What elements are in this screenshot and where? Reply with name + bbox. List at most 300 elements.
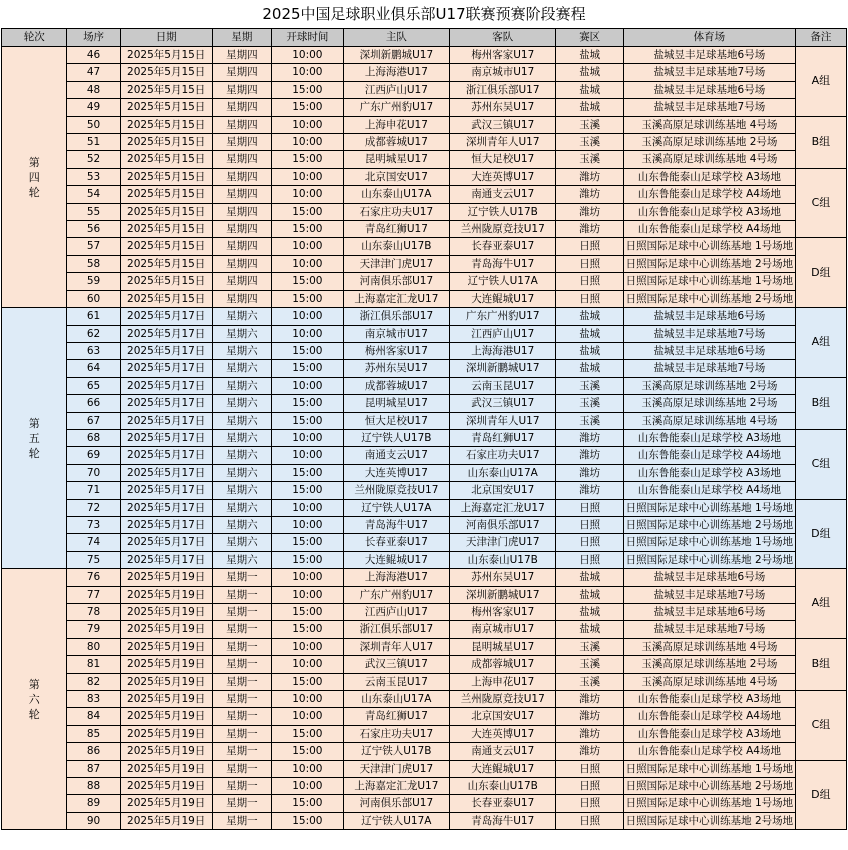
group-label: D组 <box>795 499 846 569</box>
home-team-cell: 兰州陇原竞技U17 <box>343 482 449 499</box>
match-no-cell: 50 <box>67 116 120 133</box>
table-row <box>2 482 847 499</box>
table-row <box>2 47 847 64</box>
away-team-cell: 浙江俱乐部U17 <box>450 81 556 98</box>
kickoff-cell: 15:00 <box>272 534 344 551</box>
home-team-cell: 苏州东吴U17 <box>343 360 449 377</box>
kickoff-cell: 10:00 <box>272 168 344 185</box>
table-row <box>2 360 847 377</box>
match-no-cell: 51 <box>67 134 120 151</box>
home-team-cell: 青岛海牛U17 <box>343 516 449 533</box>
match-no-cell: 78 <box>67 604 120 621</box>
zone-cell: 日照 <box>556 290 624 307</box>
kickoff-cell: 15:00 <box>272 221 344 238</box>
date-cell: 2025年5月15日 <box>120 151 212 168</box>
group-label: B组 <box>795 377 846 429</box>
away-team-cell: 大连英博U17 <box>450 725 556 742</box>
table-row <box>2 499 847 516</box>
kickoff-cell: 10:00 <box>272 238 344 255</box>
zone-cell: 日照 <box>556 760 624 777</box>
date-cell: 2025年5月19日 <box>120 743 212 760</box>
zone-cell: 潍坊 <box>556 743 624 760</box>
match-no-cell: 57 <box>67 238 120 255</box>
away-team-cell: 大连鲲城U17 <box>450 760 556 777</box>
table-row <box>2 447 847 464</box>
stadium-cell: 山东鲁能泰山足球学校 A3场地 <box>623 725 795 742</box>
kickoff-cell: 15:00 <box>272 81 344 98</box>
kickoff-cell: 15:00 <box>272 743 344 760</box>
home-team-cell: 成都蓉城U17 <box>343 134 449 151</box>
header-round: 轮次 <box>2 29 67 47</box>
header-away: 客队 <box>450 29 556 47</box>
away-team-cell: 昆明城星U17 <box>450 638 556 655</box>
match-no-cell: 79 <box>67 621 120 638</box>
table-row <box>2 638 847 655</box>
stadium-cell: 日照国际足球中心训练基地 1号场地 <box>623 760 795 777</box>
weekday-cell: 星期一 <box>212 743 271 760</box>
table-row <box>2 725 847 742</box>
date-cell: 2025年5月17日 <box>120 499 212 516</box>
match-no-cell: 77 <box>67 586 120 603</box>
home-team-cell: 上海海港U17 <box>343 569 449 586</box>
away-team-cell: 山东泰山U17A <box>450 464 556 481</box>
away-team-cell: 北京国安U17 <box>450 482 556 499</box>
zone-cell: 玉溪 <box>556 395 624 412</box>
table-row <box>2 255 847 272</box>
kickoff-cell: 10:00 <box>272 429 344 446</box>
group-label: A组 <box>795 569 846 639</box>
date-cell: 2025年5月17日 <box>120 429 212 446</box>
home-team-cell: 上海嘉定汇龙U17 <box>343 778 449 795</box>
table-row <box>2 186 847 203</box>
home-team-cell: 上海海港U17 <box>343 64 449 81</box>
weekday-cell: 星期四 <box>212 116 271 133</box>
zone-cell: 潍坊 <box>556 482 624 499</box>
home-team-cell: 浙江俱乐部U17 <box>343 621 449 638</box>
home-team-cell: 武汉三镇U17 <box>343 656 449 673</box>
kickoff-cell: 15:00 <box>272 342 344 359</box>
stadium-cell: 玉溪高原足球训练基地 4号场 <box>623 151 795 168</box>
date-cell: 2025年5月19日 <box>120 691 212 708</box>
round-label: 第 四 轮 <box>2 47 67 308</box>
match-no-cell: 49 <box>67 99 120 116</box>
home-team-cell: 天津津门虎U17 <box>343 760 449 777</box>
match-no-cell: 61 <box>67 308 120 325</box>
date-cell: 2025年5月15日 <box>120 81 212 98</box>
weekday-cell: 星期四 <box>212 203 271 220</box>
weekday-cell: 星期一 <box>212 569 271 586</box>
date-cell: 2025年5月19日 <box>120 760 212 777</box>
date-cell: 2025年5月19日 <box>120 725 212 742</box>
date-cell: 2025年5月17日 <box>120 342 212 359</box>
away-team-cell: 山东泰山U17B <box>450 778 556 795</box>
away-team-cell: 成都蓉城U17 <box>450 656 556 673</box>
header-weekday: 星期 <box>212 29 271 47</box>
stadium-cell: 山东鲁能泰山足球学校 A4场地 <box>623 447 795 464</box>
stadium-cell: 盐城昱丰足球基地6号场 <box>623 569 795 586</box>
table-row <box>2 412 847 429</box>
stadium-cell: 日照国际足球中心训练基地 1号场地 <box>623 795 795 812</box>
stadium-cell: 日照国际足球中心训练基地 2号场地 <box>623 516 795 533</box>
away-team-cell: 南通支云U17 <box>450 743 556 760</box>
match-no-cell: 46 <box>67 47 120 64</box>
match-no-cell: 85 <box>67 725 120 742</box>
home-team-cell: 大连英博U17 <box>343 464 449 481</box>
zone-cell: 盐城 <box>556 64 624 81</box>
stadium-cell: 日照国际足球中心训练基地 1号场地 <box>623 534 795 551</box>
zone-cell: 潍坊 <box>556 725 624 742</box>
weekday-cell: 星期六 <box>212 482 271 499</box>
date-cell: 2025年5月15日 <box>120 186 212 203</box>
home-team-cell: 南京城市U17 <box>343 325 449 342</box>
table-row <box>2 708 847 725</box>
away-team-cell: 南京城市U17 <box>450 621 556 638</box>
date-cell: 2025年5月15日 <box>120 99 212 116</box>
table-row <box>2 203 847 220</box>
table-row <box>2 604 847 621</box>
stadium-cell: 玉溪高原足球训练基地 2号场 <box>623 134 795 151</box>
kickoff-cell: 15:00 <box>272 604 344 621</box>
table-row <box>2 691 847 708</box>
away-team-cell: 辽宁铁人U17A <box>450 273 556 290</box>
away-team-cell: 兰州陇原竞技U17 <box>450 691 556 708</box>
kickoff-cell: 10:00 <box>272 499 344 516</box>
date-cell: 2025年5月19日 <box>120 656 212 673</box>
weekday-cell: 星期一 <box>212 638 271 655</box>
kickoff-cell: 10:00 <box>272 64 344 81</box>
date-cell: 2025年5月17日 <box>120 412 212 429</box>
date-cell: 2025年5月15日 <box>120 134 212 151</box>
home-team-cell: 辽宁铁人U17B <box>343 429 449 446</box>
stadium-cell: 玉溪高原足球训练基地 4号场 <box>623 116 795 133</box>
kickoff-cell: 15:00 <box>272 673 344 690</box>
match-no-cell: 67 <box>67 412 120 429</box>
match-no-cell: 75 <box>67 551 120 568</box>
home-team-cell: 成都蓉城U17 <box>343 377 449 394</box>
stadium-cell: 玉溪高原足球训练基地 4号场 <box>623 673 795 690</box>
home-team-cell: 恒大足校U17 <box>343 412 449 429</box>
weekday-cell: 星期一 <box>212 691 271 708</box>
kickoff-cell: 15:00 <box>272 812 344 829</box>
date-cell: 2025年5月19日 <box>120 778 212 795</box>
kickoff-cell: 15:00 <box>272 621 344 638</box>
match-no-cell: 73 <box>67 516 120 533</box>
match-no-cell: 87 <box>67 760 120 777</box>
match-no-cell: 58 <box>67 255 120 272</box>
weekday-cell: 星期六 <box>212 325 271 342</box>
weekday-cell: 星期六 <box>212 377 271 394</box>
weekday-cell: 星期一 <box>212 621 271 638</box>
match-no-cell: 53 <box>67 168 120 185</box>
zone-cell: 日照 <box>556 273 624 290</box>
date-cell: 2025年5月17日 <box>120 447 212 464</box>
table-row <box>2 273 847 290</box>
zone-cell: 玉溪 <box>556 412 624 429</box>
weekday-cell: 星期四 <box>212 290 271 307</box>
stadium-cell: 盐城昱丰足球基地6号场 <box>623 604 795 621</box>
weekday-cell: 星期四 <box>212 151 271 168</box>
table-row <box>2 464 847 481</box>
stadium-cell: 盐城昱丰足球基地6号场 <box>623 47 795 64</box>
home-team-cell: 深圳青年人U17 <box>343 638 449 655</box>
zone-cell: 日照 <box>556 516 624 533</box>
weekday-cell: 星期六 <box>212 516 271 533</box>
zone-cell: 潍坊 <box>556 203 624 220</box>
match-no-cell: 70 <box>67 464 120 481</box>
kickoff-cell: 10:00 <box>272 708 344 725</box>
match-no-cell: 60 <box>67 290 120 307</box>
group-label: C组 <box>795 168 846 238</box>
zone-cell: 玉溪 <box>556 134 624 151</box>
date-cell: 2025年5月19日 <box>120 812 212 829</box>
away-team-cell: 恒大足校U17 <box>450 151 556 168</box>
table-row <box>2 534 847 551</box>
away-team-cell: 南通支云U17 <box>450 186 556 203</box>
home-team-cell: 河南俱乐部U17 <box>343 273 449 290</box>
weekday-cell: 星期四 <box>212 168 271 185</box>
zone-cell: 日照 <box>556 778 624 795</box>
away-team-cell: 云南玉昆U17 <box>450 377 556 394</box>
weekday-cell: 星期一 <box>212 673 271 690</box>
zone-cell: 玉溪 <box>556 673 624 690</box>
home-team-cell: 山东泰山U17A <box>343 691 449 708</box>
date-cell: 2025年5月15日 <box>120 273 212 290</box>
weekday-cell: 星期一 <box>212 725 271 742</box>
zone-cell: 日照 <box>556 812 624 829</box>
home-team-cell: 昆明城星U17 <box>343 151 449 168</box>
away-team-cell: 山东泰山U17B <box>450 551 556 568</box>
kickoff-cell: 10:00 <box>272 760 344 777</box>
away-team-cell: 青岛红狮U17 <box>450 429 556 446</box>
match-no-cell: 59 <box>67 273 120 290</box>
home-team-cell: 大连鲲城U17 <box>343 551 449 568</box>
stadium-cell: 山东鲁能泰山足球学校 A3场地 <box>623 168 795 185</box>
weekday-cell: 星期一 <box>212 778 271 795</box>
table-row <box>2 812 847 829</box>
home-team-cell: 南通支云U17 <box>343 447 449 464</box>
kickoff-cell: 10:00 <box>272 691 344 708</box>
away-team-cell: 辽宁铁人U17B <box>450 203 556 220</box>
away-team-cell: 石家庄功夫U17 <box>450 447 556 464</box>
match-no-cell: 47 <box>67 64 120 81</box>
kickoff-cell: 10:00 <box>272 255 344 272</box>
weekday-cell: 星期一 <box>212 656 271 673</box>
table-row <box>2 673 847 690</box>
weekday-cell: 星期六 <box>212 464 271 481</box>
date-cell: 2025年5月19日 <box>120 586 212 603</box>
zone-cell: 日照 <box>556 551 624 568</box>
stadium-cell: 日照国际足球中心训练基地 1号场地 <box>623 273 795 290</box>
away-team-cell: 武汉三镇U17 <box>450 116 556 133</box>
table-row <box>2 551 847 568</box>
header-zone: 赛区 <box>556 29 624 47</box>
zone-cell: 潍坊 <box>556 447 624 464</box>
date-cell: 2025年5月19日 <box>120 795 212 812</box>
table-row <box>2 290 847 307</box>
match-no-cell: 66 <box>67 395 120 412</box>
zone-cell: 日照 <box>556 238 624 255</box>
stadium-cell: 玉溪高原足球训练基地 2号场 <box>623 656 795 673</box>
kickoff-cell: 15:00 <box>272 290 344 307</box>
date-cell: 2025年5月15日 <box>120 221 212 238</box>
weekday-cell: 星期四 <box>212 99 271 116</box>
away-team-cell: 梅州客家U17 <box>450 47 556 64</box>
date-cell: 2025年5月17日 <box>120 482 212 499</box>
zone-cell: 日照 <box>556 534 624 551</box>
home-team-cell: 北京国安U17 <box>343 168 449 185</box>
match-no-cell: 88 <box>67 778 120 795</box>
kickoff-cell: 10:00 <box>272 116 344 133</box>
stadium-cell: 盐城昱丰足球基地7号场 <box>623 360 795 377</box>
away-team-cell: 深圳新鹏城U17 <box>450 586 556 603</box>
date-cell: 2025年5月15日 <box>120 64 212 81</box>
stadium-cell: 山东鲁能泰山足球学校 A4场地 <box>623 482 795 499</box>
date-cell: 2025年5月15日 <box>120 168 212 185</box>
match-no-cell: 83 <box>67 691 120 708</box>
zone-cell: 盐城 <box>556 99 624 116</box>
away-team-cell: 兰州陇原竞技U17 <box>450 221 556 238</box>
away-team-cell: 青岛海牛U17 <box>450 812 556 829</box>
group-label: D组 <box>795 238 846 308</box>
stadium-cell: 山东鲁能泰山足球学校 A3场地 <box>623 691 795 708</box>
zone-cell: 潍坊 <box>556 168 624 185</box>
match-no-cell: 72 <box>67 499 120 516</box>
weekday-cell: 星期一 <box>212 812 271 829</box>
header-stadium: 体育场 <box>623 29 795 47</box>
match-no-cell: 74 <box>67 534 120 551</box>
home-team-cell: 石家庄功夫U17 <box>343 203 449 220</box>
kickoff-cell: 15:00 <box>272 395 344 412</box>
match-no-cell: 81 <box>67 656 120 673</box>
table-row <box>2 168 847 185</box>
stadium-cell: 玉溪高原足球训练基地 2号场 <box>623 395 795 412</box>
zone-cell: 盐城 <box>556 569 624 586</box>
header-match-no: 场序 <box>67 29 120 47</box>
match-no-cell: 54 <box>67 186 120 203</box>
weekday-cell: 星期六 <box>212 342 271 359</box>
away-team-cell: 长春亚泰U17 <box>450 795 556 812</box>
table-row <box>2 586 847 603</box>
away-team-cell: 南京城市U17 <box>450 64 556 81</box>
table-row <box>2 516 847 533</box>
zone-cell: 潍坊 <box>556 708 624 725</box>
away-team-cell: 苏州东吴U17 <box>450 569 556 586</box>
table-row <box>2 116 847 133</box>
stadium-cell: 玉溪高原足球训练基地 4号场 <box>623 638 795 655</box>
group-label: C组 <box>795 429 846 499</box>
home-team-cell: 昆明城星U17 <box>343 395 449 412</box>
table-row <box>2 569 847 586</box>
match-no-cell: 76 <box>67 569 120 586</box>
table-row <box>2 81 847 98</box>
stadium-cell: 盐城昱丰足球基地7号场 <box>623 621 795 638</box>
group-label: D组 <box>795 760 846 830</box>
stadium-cell: 盐城昱丰足球基地7号场 <box>623 325 795 342</box>
home-team-cell: 河南俱乐部U17 <box>343 795 449 812</box>
kickoff-cell: 10:00 <box>272 778 344 795</box>
weekday-cell: 星期六 <box>212 395 271 412</box>
match-no-cell: 56 <box>67 221 120 238</box>
zone-cell: 潍坊 <box>556 464 624 481</box>
zone-cell: 玉溪 <box>556 656 624 673</box>
table-row <box>2 377 847 394</box>
stadium-cell: 盐城昱丰足球基地6号场 <box>623 308 795 325</box>
date-cell: 2025年5月15日 <box>120 116 212 133</box>
zone-cell: 盐城 <box>556 621 624 638</box>
table-row <box>2 134 847 151</box>
stadium-cell: 日照国际足球中心训练基地 2号场地 <box>623 812 795 829</box>
home-team-cell: 浙江俱乐部U17 <box>343 308 449 325</box>
away-team-cell: 天津津门虎U17 <box>450 534 556 551</box>
round-label: 第 六 轮 <box>2 569 67 830</box>
kickoff-cell: 15:00 <box>272 99 344 116</box>
stadium-cell: 山东鲁能泰山足球学校 A3场地 <box>623 464 795 481</box>
date-cell: 2025年5月15日 <box>120 255 212 272</box>
home-team-cell: 辽宁铁人U17A <box>343 499 449 516</box>
kickoff-cell: 10:00 <box>272 447 344 464</box>
match-no-cell: 64 <box>67 360 120 377</box>
page-title: 2025中国足球职业俱乐部U17联赛预赛阶段赛程 <box>262 5 586 23</box>
schedule-table <box>1 28 847 830</box>
home-team-cell: 广东广州豹U17 <box>343 99 449 116</box>
table-row <box>2 395 847 412</box>
home-team-cell: 天津津门虎U17 <box>343 255 449 272</box>
kickoff-cell: 10:00 <box>272 377 344 394</box>
stadium-cell: 山东鲁能泰山足球学校 A4场地 <box>623 186 795 203</box>
date-cell: 2025年5月19日 <box>120 638 212 655</box>
away-team-cell: 苏州东吴U17 <box>450 99 556 116</box>
header-home: 主队 <box>343 29 449 47</box>
header-row <box>2 29 847 47</box>
date-cell: 2025年5月15日 <box>120 238 212 255</box>
stadium-cell: 玉溪高原足球训练基地 4号场 <box>623 412 795 429</box>
header-note: 备注 <box>795 29 846 47</box>
kickoff-cell: 10:00 <box>272 308 344 325</box>
zone-cell: 潍坊 <box>556 429 624 446</box>
weekday-cell: 星期四 <box>212 64 271 81</box>
away-team-cell: 深圳青年人U17 <box>450 134 556 151</box>
group-label: A组 <box>795 47 846 117</box>
match-no-cell: 89 <box>67 795 120 812</box>
table-row <box>2 221 847 238</box>
stadium-cell: 日照国际足球中心训练基地 2号场地 <box>623 778 795 795</box>
away-team-cell: 梅州客家U17 <box>450 604 556 621</box>
date-cell: 2025年5月17日 <box>120 464 212 481</box>
weekday-cell: 星期四 <box>212 273 271 290</box>
away-team-cell: 北京国安U17 <box>450 708 556 725</box>
home-team-cell: 广东广州豹U17 <box>343 586 449 603</box>
stadium-cell: 盐城昱丰足球基地6号场 <box>623 81 795 98</box>
date-cell: 2025年5月17日 <box>120 325 212 342</box>
home-team-cell: 江西庐山U17 <box>343 81 449 98</box>
home-team-cell: 江西庐山U17 <box>343 604 449 621</box>
home-team-cell: 上海嘉定汇龙U17 <box>343 290 449 307</box>
away-team-cell: 河南俱乐部U17 <box>450 516 556 533</box>
weekday-cell: 星期一 <box>212 604 271 621</box>
away-team-cell: 上海嘉定汇龙U17 <box>450 499 556 516</box>
zone-cell: 日照 <box>556 255 624 272</box>
kickoff-cell: 15:00 <box>272 412 344 429</box>
zone-cell: 玉溪 <box>556 116 624 133</box>
home-team-cell: 云南玉昆U17 <box>343 673 449 690</box>
table-row <box>2 795 847 812</box>
zone-cell: 潍坊 <box>556 186 624 203</box>
zone-cell: 盐城 <box>556 81 624 98</box>
weekday-cell: 星期六 <box>212 499 271 516</box>
match-no-cell: 68 <box>67 429 120 446</box>
weekday-cell: 星期一 <box>212 708 271 725</box>
zone-cell: 潍坊 <box>556 221 624 238</box>
